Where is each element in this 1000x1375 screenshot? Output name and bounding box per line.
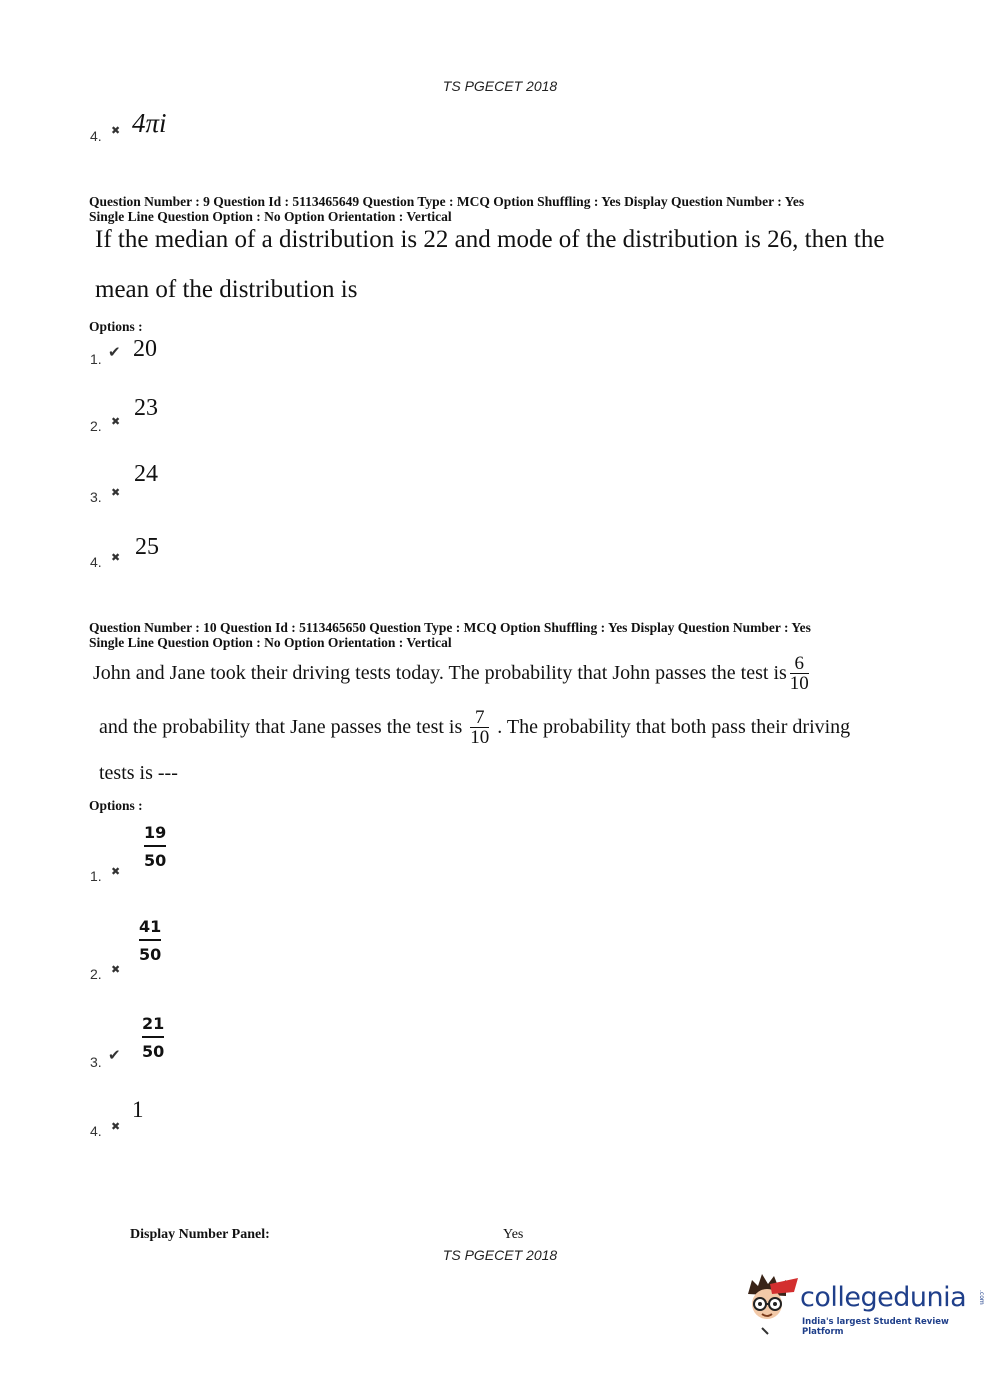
question-meta-line1: Question Number : 9 Question Id : 5113465649 Question Type : MCQ Option Shuffling : Yes Display Question Number : Yes	[89, 194, 805, 209]
option-number: 1.	[90, 351, 102, 367]
fraction-numerator: 19	[144, 823, 167, 842]
check-icon: ✔	[108, 1046, 121, 1064]
question-text-line2b: . The probability that both pass their driving	[497, 716, 851, 738]
cross-icon: ✖	[111, 551, 121, 564]
question-text-line2a: and the probability that Jane passes the test is	[99, 716, 463, 738]
option-number: 2.	[90, 966, 102, 982]
question-meta-line1: Question Number : 10 Question Id : 5113465650 Question Type : MCQ Option Shuffling : Yes Display Question Number : Yes	[89, 620, 811, 635]
option-number: 1.	[90, 868, 102, 884]
fraction-denominator: 10	[470, 727, 490, 748]
option-value: 24	[134, 461, 158, 487]
fraction-numerator: 7	[475, 707, 485, 728]
page-footer-title: TS PGECET 2018	[442, 1247, 558, 1263]
question-meta-line2: Single Line Question Option : No Option Orientation : Vertical	[89, 209, 452, 224]
fraction-numerator: 6	[794, 653, 805, 674]
option-fraction	[144, 823, 166, 870]
option-number: 4.	[90, 128, 102, 144]
fraction-denominator: 50	[144, 851, 167, 870]
question-text-line3: tests is ---	[99, 762, 178, 784]
cross-icon: ✖	[111, 124, 121, 137]
option-number: 4.	[90, 554, 102, 570]
fraction-seven-tenths	[470, 708, 489, 747]
fraction-bar	[139, 939, 161, 941]
question-text-line1-row	[93, 654, 809, 693]
fraction-bar	[142, 1036, 164, 1038]
cross-icon: ✖	[111, 1120, 121, 1133]
options-label: Options :	[89, 319, 143, 334]
fraction-denominator: 50	[139, 945, 162, 964]
display-number-panel-value: Yes	[503, 1227, 524, 1242]
option-number: 3.	[90, 1054, 102, 1070]
cross-icon: ✖	[111, 415, 121, 428]
fraction-six-tenths	[790, 654, 809, 693]
option-value: 4πi	[132, 108, 167, 138]
page-header-title: TS PGECET 2018	[442, 78, 558, 94]
collegedunia-logo	[742, 1266, 992, 1346]
question-meta-line2: Single Line Question Option : No Option Orientation : Vertical	[89, 635, 452, 650]
cross-icon: ✖	[111, 486, 121, 499]
option-fraction	[139, 917, 161, 964]
option-value: 23	[134, 395, 158, 421]
option-value: 1	[132, 1097, 144, 1122]
logo-suffix: .com	[978, 1290, 985, 1305]
check-icon: ✔	[108, 343, 121, 361]
option-number: 4.	[90, 1123, 102, 1139]
question-text-line2-row	[99, 708, 850, 747]
question-text-line2: mean of the distribution is	[95, 276, 358, 303]
fraction-denominator: 50	[142, 1042, 165, 1061]
display-number-panel-label: Display Number Panel:	[130, 1227, 270, 1242]
question-text-line1: If the median of a distribution is 22 and mode of the distribution is 26, then the	[95, 226, 885, 253]
options-label: Options :	[89, 798, 143, 813]
fraction-denominator: 10	[789, 673, 809, 694]
logo-tagline: India's largest Student Review Platform	[802, 1317, 949, 1337]
option-value: 25	[135, 534, 159, 560]
fraction-bar	[144, 845, 166, 847]
mascot-icon	[742, 1270, 800, 1336]
fraction-numerator: 21	[142, 1014, 165, 1033]
option-value: 20	[133, 336, 157, 362]
option-number: 3.	[90, 489, 102, 505]
cross-icon: ✖	[111, 865, 121, 878]
question-text-line1: John and Jane took their driving tests today. The probability that John passes the test is	[93, 662, 787, 684]
cross-icon: ✖	[111, 963, 121, 976]
option-fraction	[142, 1014, 164, 1061]
fraction-numerator: 41	[139, 917, 162, 936]
logo-name: collegedunia	[800, 1282, 967, 1313]
option-number: 2.	[90, 418, 102, 434]
